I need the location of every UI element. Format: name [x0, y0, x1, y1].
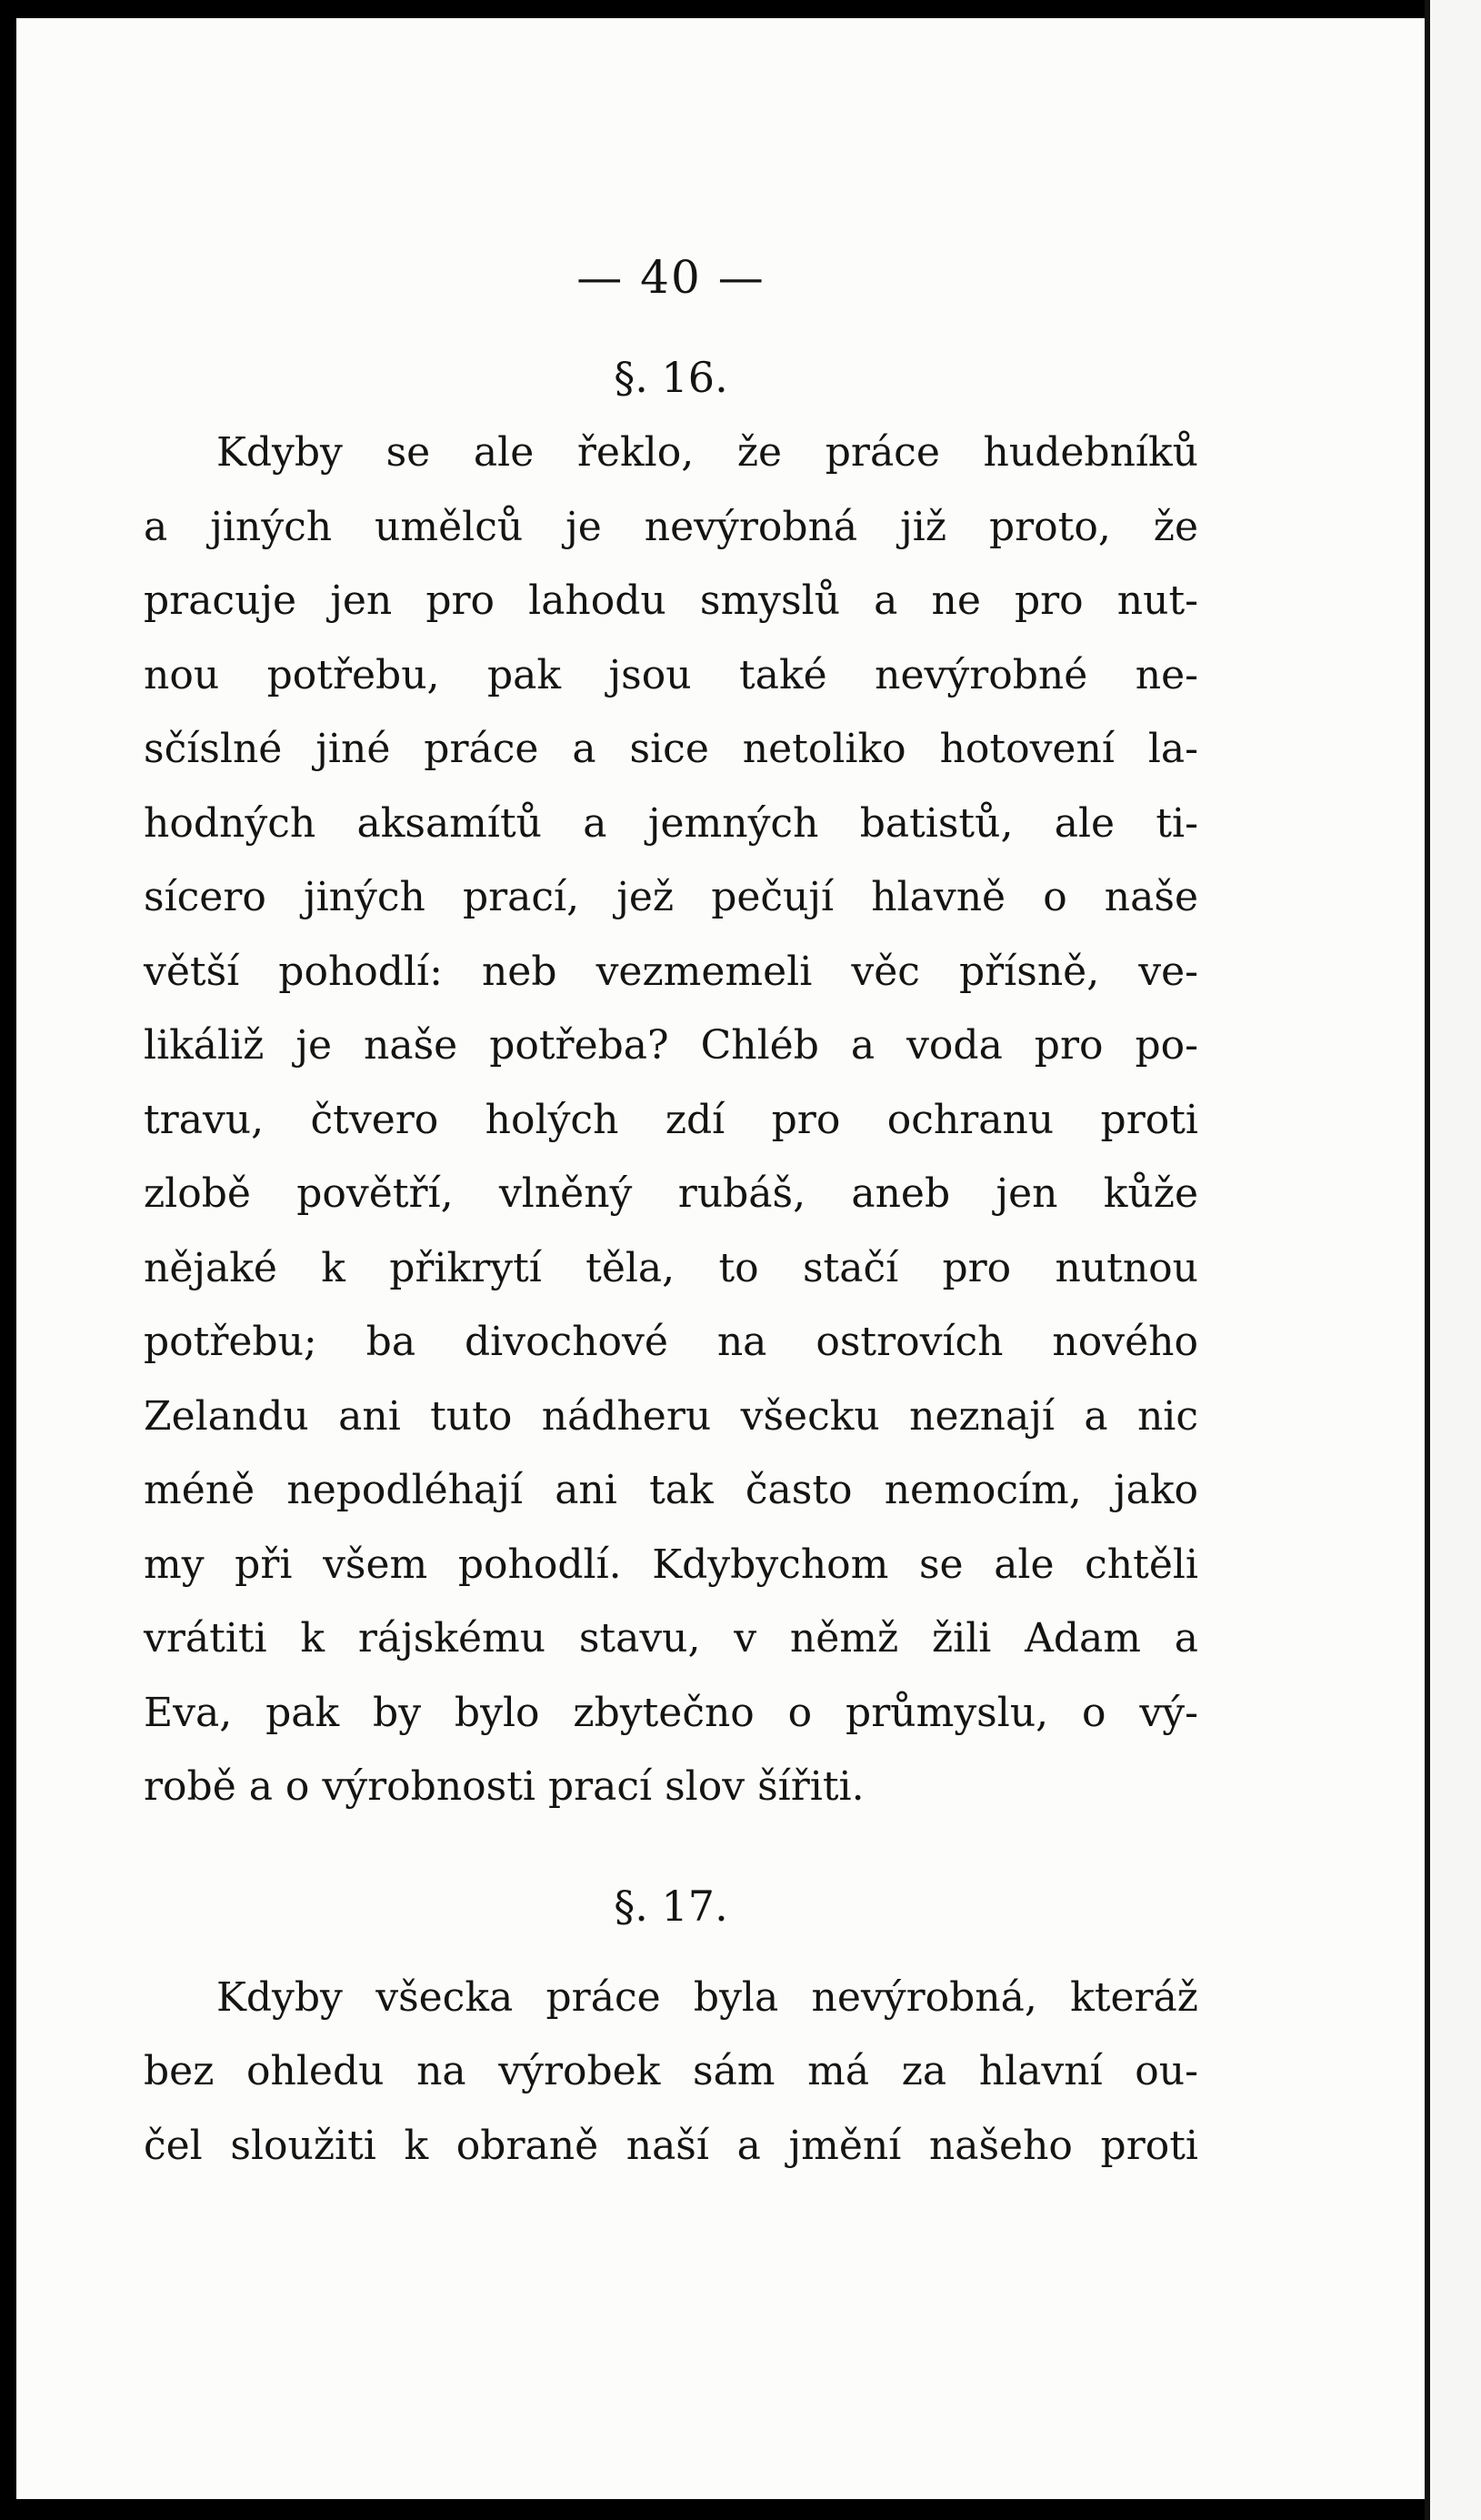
text-line: Zelandu ani tuto nádheru všecku neznají a nic	[144, 1392, 1198, 1440]
paragraph-section-16	[144, 416, 1198, 1824]
text-line: sícero jiných prací, jež pečují hlavně o naše	[144, 874, 1198, 920]
text-line: potřebu; ba divochové na ostrovích nového	[144, 1319, 1198, 1365]
text-line: Kdyby všecka práce byla nevýrobná, kteráž	[216, 1973, 1198, 2021]
text-line: nou potřebu, pak jsou také nevýrobné ne-	[144, 651, 1198, 698]
section-heading-17: §. 17.	[614, 1881, 728, 1931]
paragraph-section-17	[144, 1961, 1198, 2184]
page-number: — 40 —	[576, 251, 766, 304]
text-line: čel sloužiti k obraně naší a jmění našeho proti	[144, 2122, 1198, 2169]
text-line: větší pohodlí: neb vezmemeli věc přísně, ve-	[144, 948, 1198, 995]
text-line: bez ohledu na výrobek sám má za hlavní ou-	[144, 2048, 1198, 2094]
text-line: sčíslné jiné práce a sice netoliko hotovení la-	[144, 726, 1198, 772]
text-line: hodných aksamítů a jemných batistů, ale ti-	[144, 799, 1198, 847]
section-heading-16: §. 16.	[614, 353, 728, 402]
text-line: my při všem pohodlí. Kdybychom se ale chtěli	[144, 1541, 1198, 1588]
text-line: vrátiti k rájskému stavu, v němž žili Adam a	[144, 1615, 1198, 1662]
text-line: zlobě povětří, vlněný rubáš, aneb jen kůže	[144, 1170, 1198, 1217]
text-line: Eva, pak by bylo zbytečno o průmyslu, o vý-	[144, 1689, 1198, 1736]
text-line: Kdyby se ale řeklo, že práce hudebníků	[216, 429, 1198, 476]
book-page	[16, 18, 1430, 2499]
text-line: pracuje jen pro lahodu smyslů a ne pro nut-	[144, 577, 1198, 624]
page-content	[144, 246, 1198, 2183]
text-line: nějaké k přikrytí těla, to stačí pro nutnou	[144, 1244, 1198, 1291]
text-line: likáliž je naše potřeba? Chléb a voda pro po-	[144, 1022, 1198, 1069]
text-line: a jiných umělců je nevýrobná již proto, že	[144, 503, 1198, 550]
page-edge-strip	[1425, 0, 1481, 2520]
text-line: travu, čtvero holých zdí pro ochranu proti	[144, 1096, 1198, 1143]
text-line: robě a o výrobnosti prací slov šířiti.	[144, 1763, 865, 1810]
text-line: méně nepodléhají ani tak často nemocím, jako	[144, 1467, 1198, 1513]
